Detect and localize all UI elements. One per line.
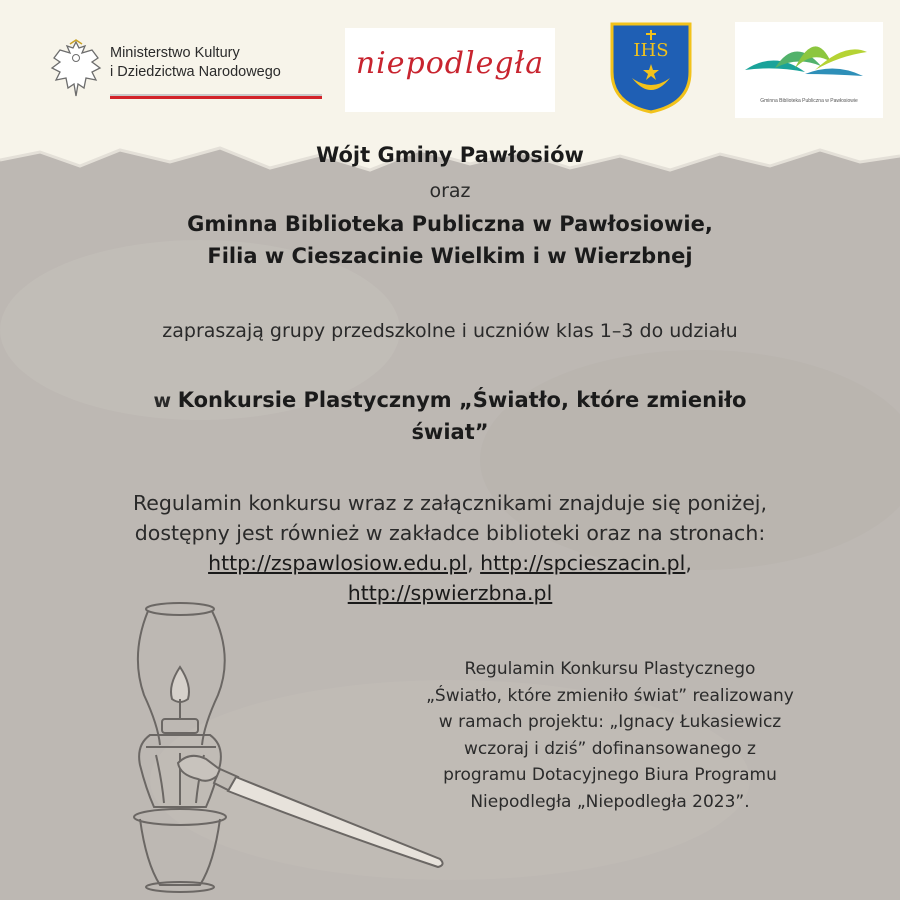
header-line4: Filia w Cieszacinie Wielkim i w Wierzbnej (207, 244, 693, 268)
contest-name: Konkursie Plastycznym „Światło, które zmieniło (177, 388, 747, 412)
header-line1: Wójt Gminy Pawłosiów (316, 143, 584, 167)
coat-of-arms-logo (608, 20, 694, 114)
contest-name-line2: świat” (411, 420, 489, 444)
link-separator: , (467, 551, 481, 575)
info-text (0, 488, 900, 608)
contest-prefix: w (153, 390, 178, 412)
info-line2: dostępny jest również w zakładce biblioteki oraz na stronach: (134, 521, 766, 545)
info-line1: Regulamin konkursu wraz z załącznikami znajduje się poniżej, (132, 491, 768, 515)
header-line3: Gminna Biblioteka Publiczna w Pawłosiowie, (187, 212, 713, 236)
rules-line2: „Światło, które zmieniło świat” realizowany (426, 685, 794, 706)
ministry-name-line2: i Dziedzictwa Narodowego (110, 64, 281, 80)
rules-description (360, 656, 860, 815)
rules-line1: Regulamin Konkursu Plastycznego (464, 659, 756, 679)
header-line2: oraz (429, 180, 471, 202)
coat-of-arms-icon (608, 20, 694, 114)
contest-name-line1 (0, 388, 900, 412)
eagle-icon (48, 38, 104, 100)
niepodlegla-logo (345, 28, 555, 112)
library-logo (735, 22, 883, 118)
ministry-name-line1: Ministerstwo Kultury (110, 45, 240, 61)
flag-bar (110, 94, 322, 99)
link-zspawlosiow[interactable]: http://zspawlosiow.edu.pl (208, 551, 468, 575)
rules-line4: wczoraj i dziś” dofinansowanego z (464, 738, 756, 759)
leaf-logo-icon (735, 22, 883, 96)
niepodlegla-wordmark: niepodległa (355, 46, 545, 81)
link-separator-2: , (685, 551, 692, 575)
link-spcieszacin[interactable]: http://spcieszacin.pl (480, 551, 686, 575)
ministry-logo (48, 38, 328, 108)
rules-line5: programu Dotacyjnego Biura Programu (443, 765, 777, 785)
invitation-text: zapraszają grupy przedszkolne i uczniów klas 1–3 do udziału (162, 320, 738, 342)
rules-line6: Niepodległa „Niepodległa 2023”. (470, 791, 750, 812)
coat-of-arms-text: IHS (633, 40, 669, 61)
link-spwierzbna[interactable]: http://spwierzbna.pl (347, 581, 553, 605)
rules-line3: w ramach projektu: „Ignacy Łukasiewicz (438, 712, 782, 732)
library-logo-caption: Gminna Biblioteka Publiczna w Pawłosiowie (760, 98, 858, 104)
